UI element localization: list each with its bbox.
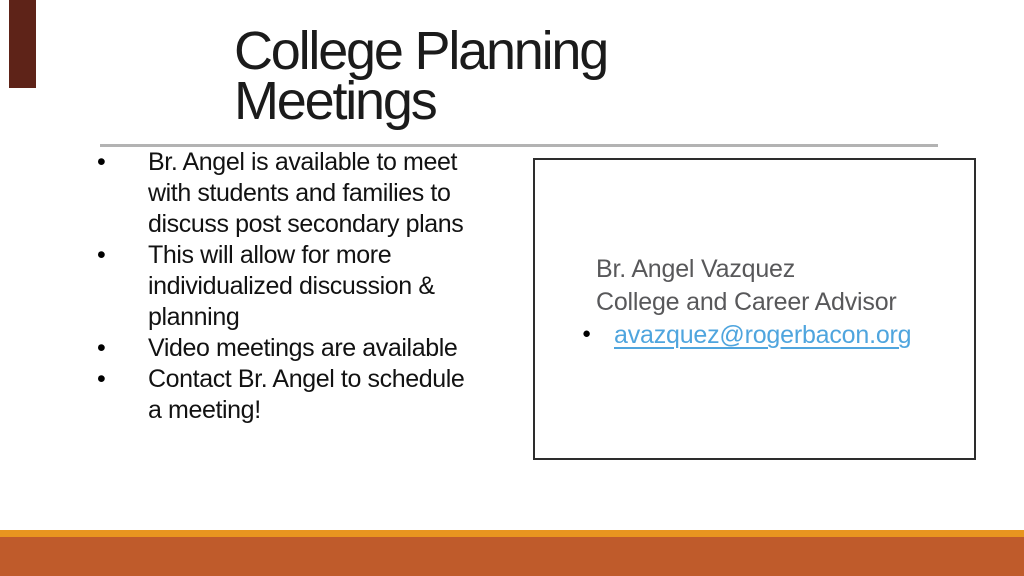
contact-name: Br. Angel Vazquez: [596, 255, 796, 283]
bottom-band: [0, 537, 1024, 576]
bullet-text-line: Video meetings are available: [148, 334, 458, 362]
bullet-item: [95, 147, 515, 240]
bullet-text-line: discuss post secondary plans: [148, 210, 464, 238]
bullet-dot: •: [97, 334, 106, 362]
bullet-dot: •: [97, 365, 106, 393]
bullet-text-line: with students and families to: [148, 179, 451, 207]
bullet-item: [95, 240, 515, 333]
slide-title-line-1: College Planning: [234, 21, 608, 81]
contact-text-block: [582, 253, 912, 352]
bullet-text-line: individualized discussion &: [148, 272, 435, 300]
bullet-text-line: a meeting!: [148, 396, 261, 424]
bullet-item: [95, 364, 515, 426]
bullet-dot: •: [97, 241, 106, 269]
bullet-text-line: Contact Br. Angel to schedule: [148, 365, 465, 393]
contact-email-row: [582, 319, 912, 352]
bullet-text-line: planning: [148, 303, 240, 331]
top-left-accent-bar: [9, 0, 36, 88]
email-link[interactable]: avazquez@rogerbacon.org: [614, 321, 912, 349]
bullet-dot: •: [97, 148, 106, 176]
bullet-list: [95, 147, 515, 426]
bottom-accent-line: [0, 530, 1024, 537]
slide-title: [234, 21, 608, 131]
contact-role: College and Career Advisor: [596, 288, 897, 316]
bullet-text-line: Br. Angel is available to meet: [148, 148, 458, 176]
bullet-item: [95, 333, 515, 364]
contact-box: [533, 158, 976, 460]
bullet-text-line: This will allow for more: [148, 241, 392, 269]
slide-title-line-2: Meetings: [234, 71, 436, 131]
email-bullet-dot: ●: [582, 325, 591, 342]
